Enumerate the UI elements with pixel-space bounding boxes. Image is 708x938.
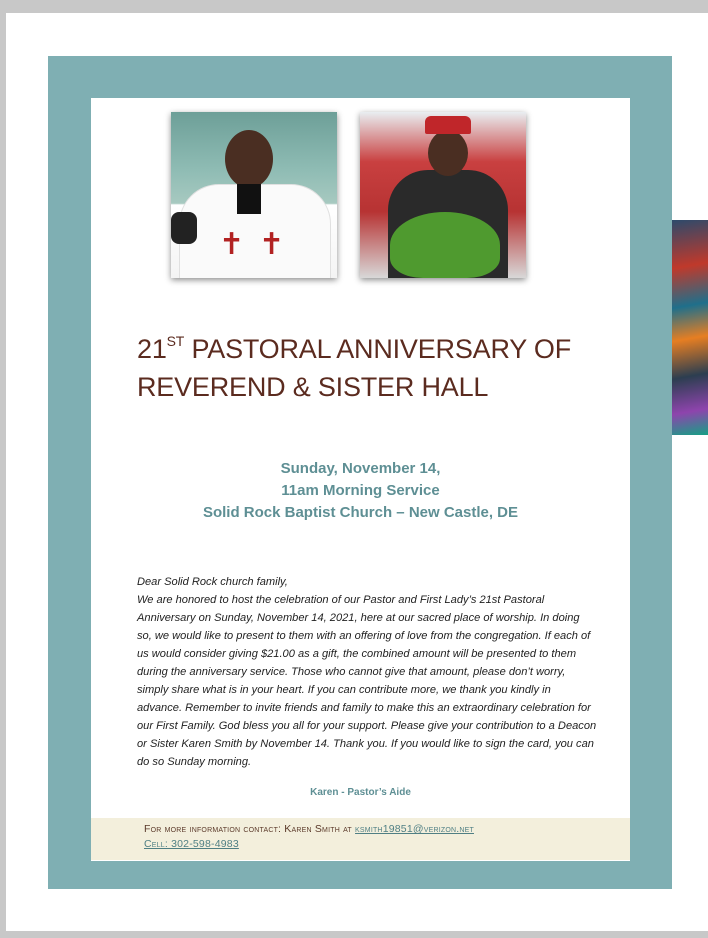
background-photo-edge [672, 220, 708, 435]
anniversary-title [137, 322, 607, 406]
pastor-photo [171, 112, 337, 278]
contact-phone-link[interactable]: Cell: 302-598-4983 [144, 838, 239, 850]
title-ordinal-suffix: ST [166, 333, 185, 349]
letter-text [137, 573, 597, 771]
contact-line-2 [144, 838, 239, 850]
microphone [171, 212, 197, 244]
title-line-1-text: PASTORAL ANNIVERSARY OF [191, 334, 571, 364]
first-lady-head [428, 130, 468, 176]
letter-body: We are honored to host the celebration of our Pastor and First Lady’s 21st Pastoral Anniversary on Sunday, November 14, 2021, here at our sacred place of worship. In doing so, we would like to present to them with an offering of love from the congregation. If each of us would consider giving $21.00 as a gift, the combined amount will be presented to them during the anniversary service. Those who cannot give that amount, please don’t worry, simply share what is in your heart. If you can contribute more, we thank you kindly in advance. Remember to invite friends and family to make this an extraordinary celebration for our First Family. God bless you all for your support. Please give your contribution to a Deacon or Sister Karen Smith by November 14. Thank you. If you would like to sign the card, you can do so Sunday morning. [137, 594, 597, 768]
title-ordinal: 21 [137, 334, 167, 364]
contact-prefix: For more information contact: Karen Smith at [144, 823, 352, 835]
first-lady-photo [360, 112, 526, 278]
letter-greeting: Dear Solid Rock church family, [137, 576, 288, 588]
event-date: Sunday, November 14, [280, 460, 441, 477]
contact-bar [91, 818, 630, 860]
first-lady-hat [425, 116, 471, 134]
contact-line-1 [144, 823, 474, 835]
contact-email-link[interactable]: ksmith19851@verizon.net [355, 823, 474, 835]
pastor-collar [237, 184, 261, 214]
title-line-1 [137, 322, 607, 368]
event-details [91, 458, 630, 524]
event-location: Solid Rock Baptist Church – New Castle, DE [202, 504, 519, 521]
cross-icon: ✝ [259, 227, 285, 262]
plant-decoration [390, 212, 500, 278]
cross-icon: ✝ [219, 227, 245, 262]
letter-signoff: Karen - Pastor’s Aide [310, 787, 411, 798]
title-line-2: REVEREND & SISTER HALL [137, 372, 489, 402]
event-service: 11am Morning Service [281, 482, 440, 499]
pastor-head [225, 130, 273, 188]
